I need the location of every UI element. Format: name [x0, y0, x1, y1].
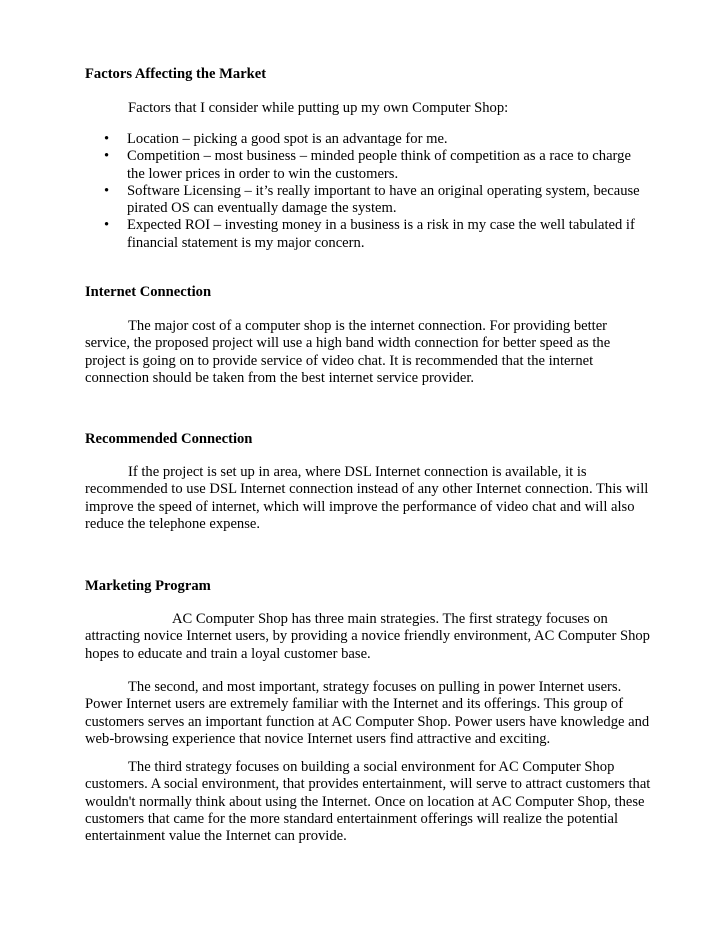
text-line: AC Computer Shop has three main strategies. The first strategy focuses on	[172, 611, 608, 627]
text-line: Power Internet users are extremely familiar with the Internet and its offerings. This group of	[85, 696, 624, 713]
text-line: hopes to educate and train a loyal customer base.	[85, 645, 371, 662]
bullet-icon: •	[104, 131, 110, 147]
text-line: recommended to use DSL Internet connection instead of any other Internet connection. This will	[85, 481, 649, 498]
list-item-competition	[104, 148, 664, 183]
internet-connection-paragraph	[85, 318, 647, 387]
text-line: customers. A social environment, that provides entertainment, will serve to attract customers that	[85, 776, 651, 793]
text-line: wouldn't normally think about using the Internet. Once on location at AC Computer Shop, these	[85, 793, 645, 810]
text-line: service, the proposed project will use a high band width connection for better speed as the	[85, 335, 611, 352]
market-factors-list	[104, 131, 664, 252]
text-line: Factors that I consider while putting up my own Computer Shop:	[128, 100, 509, 116]
text-line: Competition – most business – minded people think of competition as a race to charge	[127, 148, 631, 165]
text-line: pirated OS can eventually damage the system.	[127, 200, 397, 217]
text-line: project is going on to provide service of video chat. It is recommended that the internet	[85, 352, 594, 369]
text-line: improve the speed of internet, which will improve the performance of video chat and will also	[85, 498, 635, 515]
bullet-icon: •	[104, 217, 110, 234]
text-line: entertainment value the Internet can provide.	[85, 828, 347, 845]
text-line: reduce the telephone expense.	[85, 515, 261, 532]
text-line: The third strategy focuses on building a social environment for AC Computer Shop	[128, 759, 615, 775]
heading-recommended-connection: Recommended Connection	[85, 431, 253, 447]
text-line: The major cost of a computer shop is the internet connection. For providing better	[128, 318, 608, 334]
text-line: customers serves an important function at AC Computer Shop. Power users have knowledge and	[85, 713, 650, 730]
text-line: connection should be taken from the best internet service provider.	[85, 369, 475, 386]
list-item-expected-roi	[104, 217, 664, 252]
list-item-software-licensing	[104, 183, 664, 218]
bullet-icon: •	[104, 182, 110, 199]
market-intro	[128, 100, 690, 117]
text-line: Location – picking a good spot is an advantage for me.	[127, 131, 448, 147]
text-line: Expected ROI – investing money in a business is a risk in my case the well tabulated if	[127, 217, 635, 234]
recommended-connection-paragraph	[85, 464, 647, 533]
text-line: Software Licensing – it’s really important to have an original operating system, because	[127, 182, 640, 199]
marketing-paragraph-2	[85, 679, 650, 748]
text-line: web-browsing experience that novice Internet users find attractive and exciting.	[85, 730, 551, 747]
text-line: financial statement is my major concern.	[127, 234, 365, 251]
text-line: If the project is set up in area, where DSL Internet connection is available, it is	[128, 464, 587, 480]
text-line: the lower prices in order to win the customers.	[127, 165, 399, 182]
bullet-icon: •	[104, 148, 110, 165]
marketing-paragraph-1	[85, 611, 650, 663]
list-item-location	[104, 131, 664, 148]
heading-factors-affecting-market: Factors Affecting the Market	[85, 66, 267, 82]
heading-marketing-program: Marketing Program	[85, 578, 211, 594]
text-line: attracting novice Internet users, by providing a novice friendly environment, AC Computer Shop	[85, 628, 650, 645]
marketing-paragraph-3	[85, 759, 651, 845]
text-line: The second, and most important, strategy focuses on pulling in power Internet users.	[128, 679, 622, 695]
text-line: customers that came for the more standard entertainment offerings will realize the potential	[85, 810, 619, 827]
heading-internet-connection: Internet Connection	[85, 284, 212, 300]
